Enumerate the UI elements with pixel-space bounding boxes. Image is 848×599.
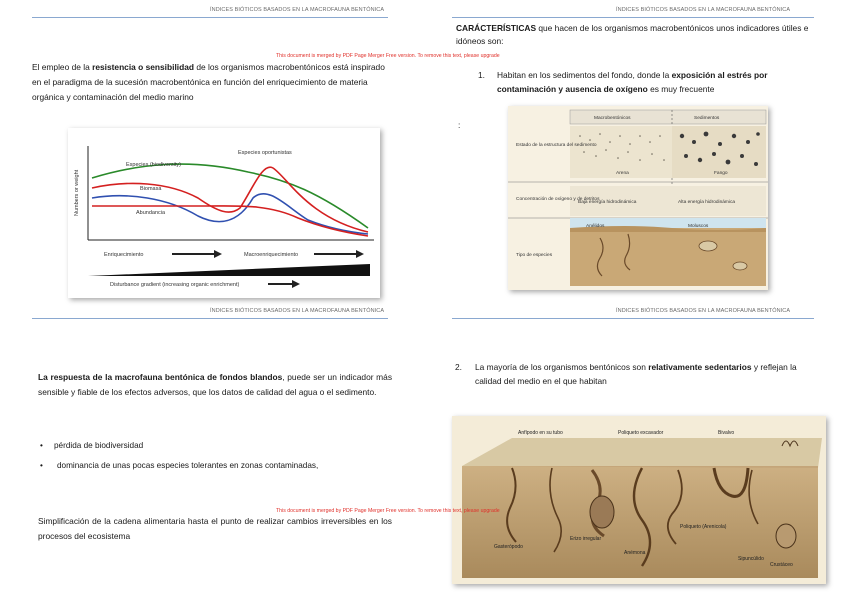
chart-label-opportunists: Especies oportunistas [238,150,292,156]
slide2-item-number: 1. [478,70,485,80]
opportunists-curve [92,167,368,232]
gradient-wedge [88,264,370,276]
slide2-item-text: Habitan en los sedimentos del fondo, donde la exposición al estrés por contaminación y ausencia de oxígeno es muy frecuente [497,70,768,94]
chart-gradient-caption: Disturbance gradient (increasing organic enrichment) [110,282,240,288]
chart-xlabel-left: Enriquecimiento [104,252,144,258]
figure-label-1: Anfípodo en su tubo [518,430,563,436]
figure-label-3: Bivalvo [718,430,735,436]
header-slide-3: ÍNDICES BIÓTICOS BASADOS EN LA MACROFAUNA BENTÓNICA [210,308,385,314]
table-row1-label: Estado de la estructura del sedimento [516,143,597,148]
header-slide-2: ÍNDICES BIÓTICOS BASADOS EN LA MACROFAUNA BENTÓNICA [616,7,791,13]
benthic-organisms-illustration [452,416,826,584]
chart-label-species: Especies (biodiversity) [126,162,182,168]
slide2-intro: CARÁCTERÍSTICAS que hacen de los organismos macrobentónicos unos indicadores útiles e idóneos son: [456,23,809,46]
sediment-table [508,106,768,290]
figure-label-5: Erizo irregular [570,536,602,542]
figure-label-7: Poliqueto (Arenicola) [680,524,727,530]
table-cell-right-3: Moluscos [688,224,709,229]
table-cell-left-3: Anélidos [586,224,605,229]
chart-arrow-3 [268,280,300,288]
table-col-left: Macrobentónicos [594,116,631,121]
succession-chart [68,128,380,298]
figure-label-2: Poliqueto excavador [618,430,664,436]
slide3-paragraph-1: La respuesta de la macrofauna bentónica de fondos blandos, puede ser un indicador más sensible y fiable de los efectos adversos, que los datos de calidad del agua o el sedimento. [38,372,393,397]
table-row2-label: Concentración de oxígeno y de detritos [516,197,600,202]
header-slide-1: ÍNDICES BIÓTICOS BASADOS EN LA MACROFAUNA BENTÓNICA [210,7,385,13]
bullet-mark-1: • [40,441,43,450]
sediment-table-figure [508,106,768,290]
succession-chart-figure [68,128,380,298]
table-cell-left-2: Baja energía hidrodinámica [578,200,637,205]
bullet-mark-2: • [40,461,43,470]
slide1-paragraph: El empleo de la resistencia o sensibilidad de los organismos macrobentónicos está inspirado en el paradigma de la sucesión macrobentónica en función del enriquecimiento de materia orgánica y contaminación del medio marino [32,62,385,102]
header-slide-4: ÍNDICES BIÓTICOS BASADOS EN LA MACROFAUNA BENTÓNICA [616,308,791,314]
slide2-colon: : [458,120,461,130]
table-cell-right-2: Alta energía hidrodinámica [678,200,736,205]
chart-xlabel-right: Macroenriquecimiento [244,252,299,258]
figure-label-4: Gasterópodo [494,544,523,550]
bullet-item-2: dominancia de unas pocas especies tolerantes en zonas contaminadas, [57,461,319,470]
table-cell-left-1: Arena [616,171,629,176]
header-rule-slide-3 [32,318,388,319]
chart-arrow-2 [314,250,364,258]
figure-label-8: Sipuncúlido [738,556,764,562]
header-rule-slide-1 [32,17,388,18]
figure-label-6: Anémona [624,550,646,556]
abundance-curve [92,206,368,236]
watermark-bottom: This document is merged by PDF Page Merger Free version. To remove this text, please upgrade [276,508,500,514]
chart-ylabel: Numbers or weight [74,169,80,216]
table-col-right: Sedimentos [694,116,720,121]
chart-label-abundance: Abundancia [136,210,166,216]
watermark-top: This document is merged by PDF Page Merger Free version. To remove this text, please upgrade [276,53,500,59]
bullet-item-1: pérdida de biodiversidad [54,441,144,450]
table-cell-right-1: Fango [714,171,728,176]
header-rule-slide-2 [452,17,814,18]
table-row3-label: Tipo de especies [516,253,553,258]
chart-arrow-1 [172,250,222,258]
slide3-paragraph-2: Simplificación de la cadena alimentaria hasta el punto de realizar cambios irreversibles en los procesos del ecosistema [38,516,392,541]
benthic-organisms-figure [452,416,826,584]
chart-label-biomass: Biomasa [140,186,162,192]
figure-label-9: Crustáceo [770,562,793,568]
slide4-item-text: La mayoría de los organismos bentónicos son relativamente sedentarios y reflejan la calidad del medio en el que habitan [475,362,797,386]
header-rule-slide-4 [452,318,814,319]
slide4-item-number: 2. [455,362,462,372]
